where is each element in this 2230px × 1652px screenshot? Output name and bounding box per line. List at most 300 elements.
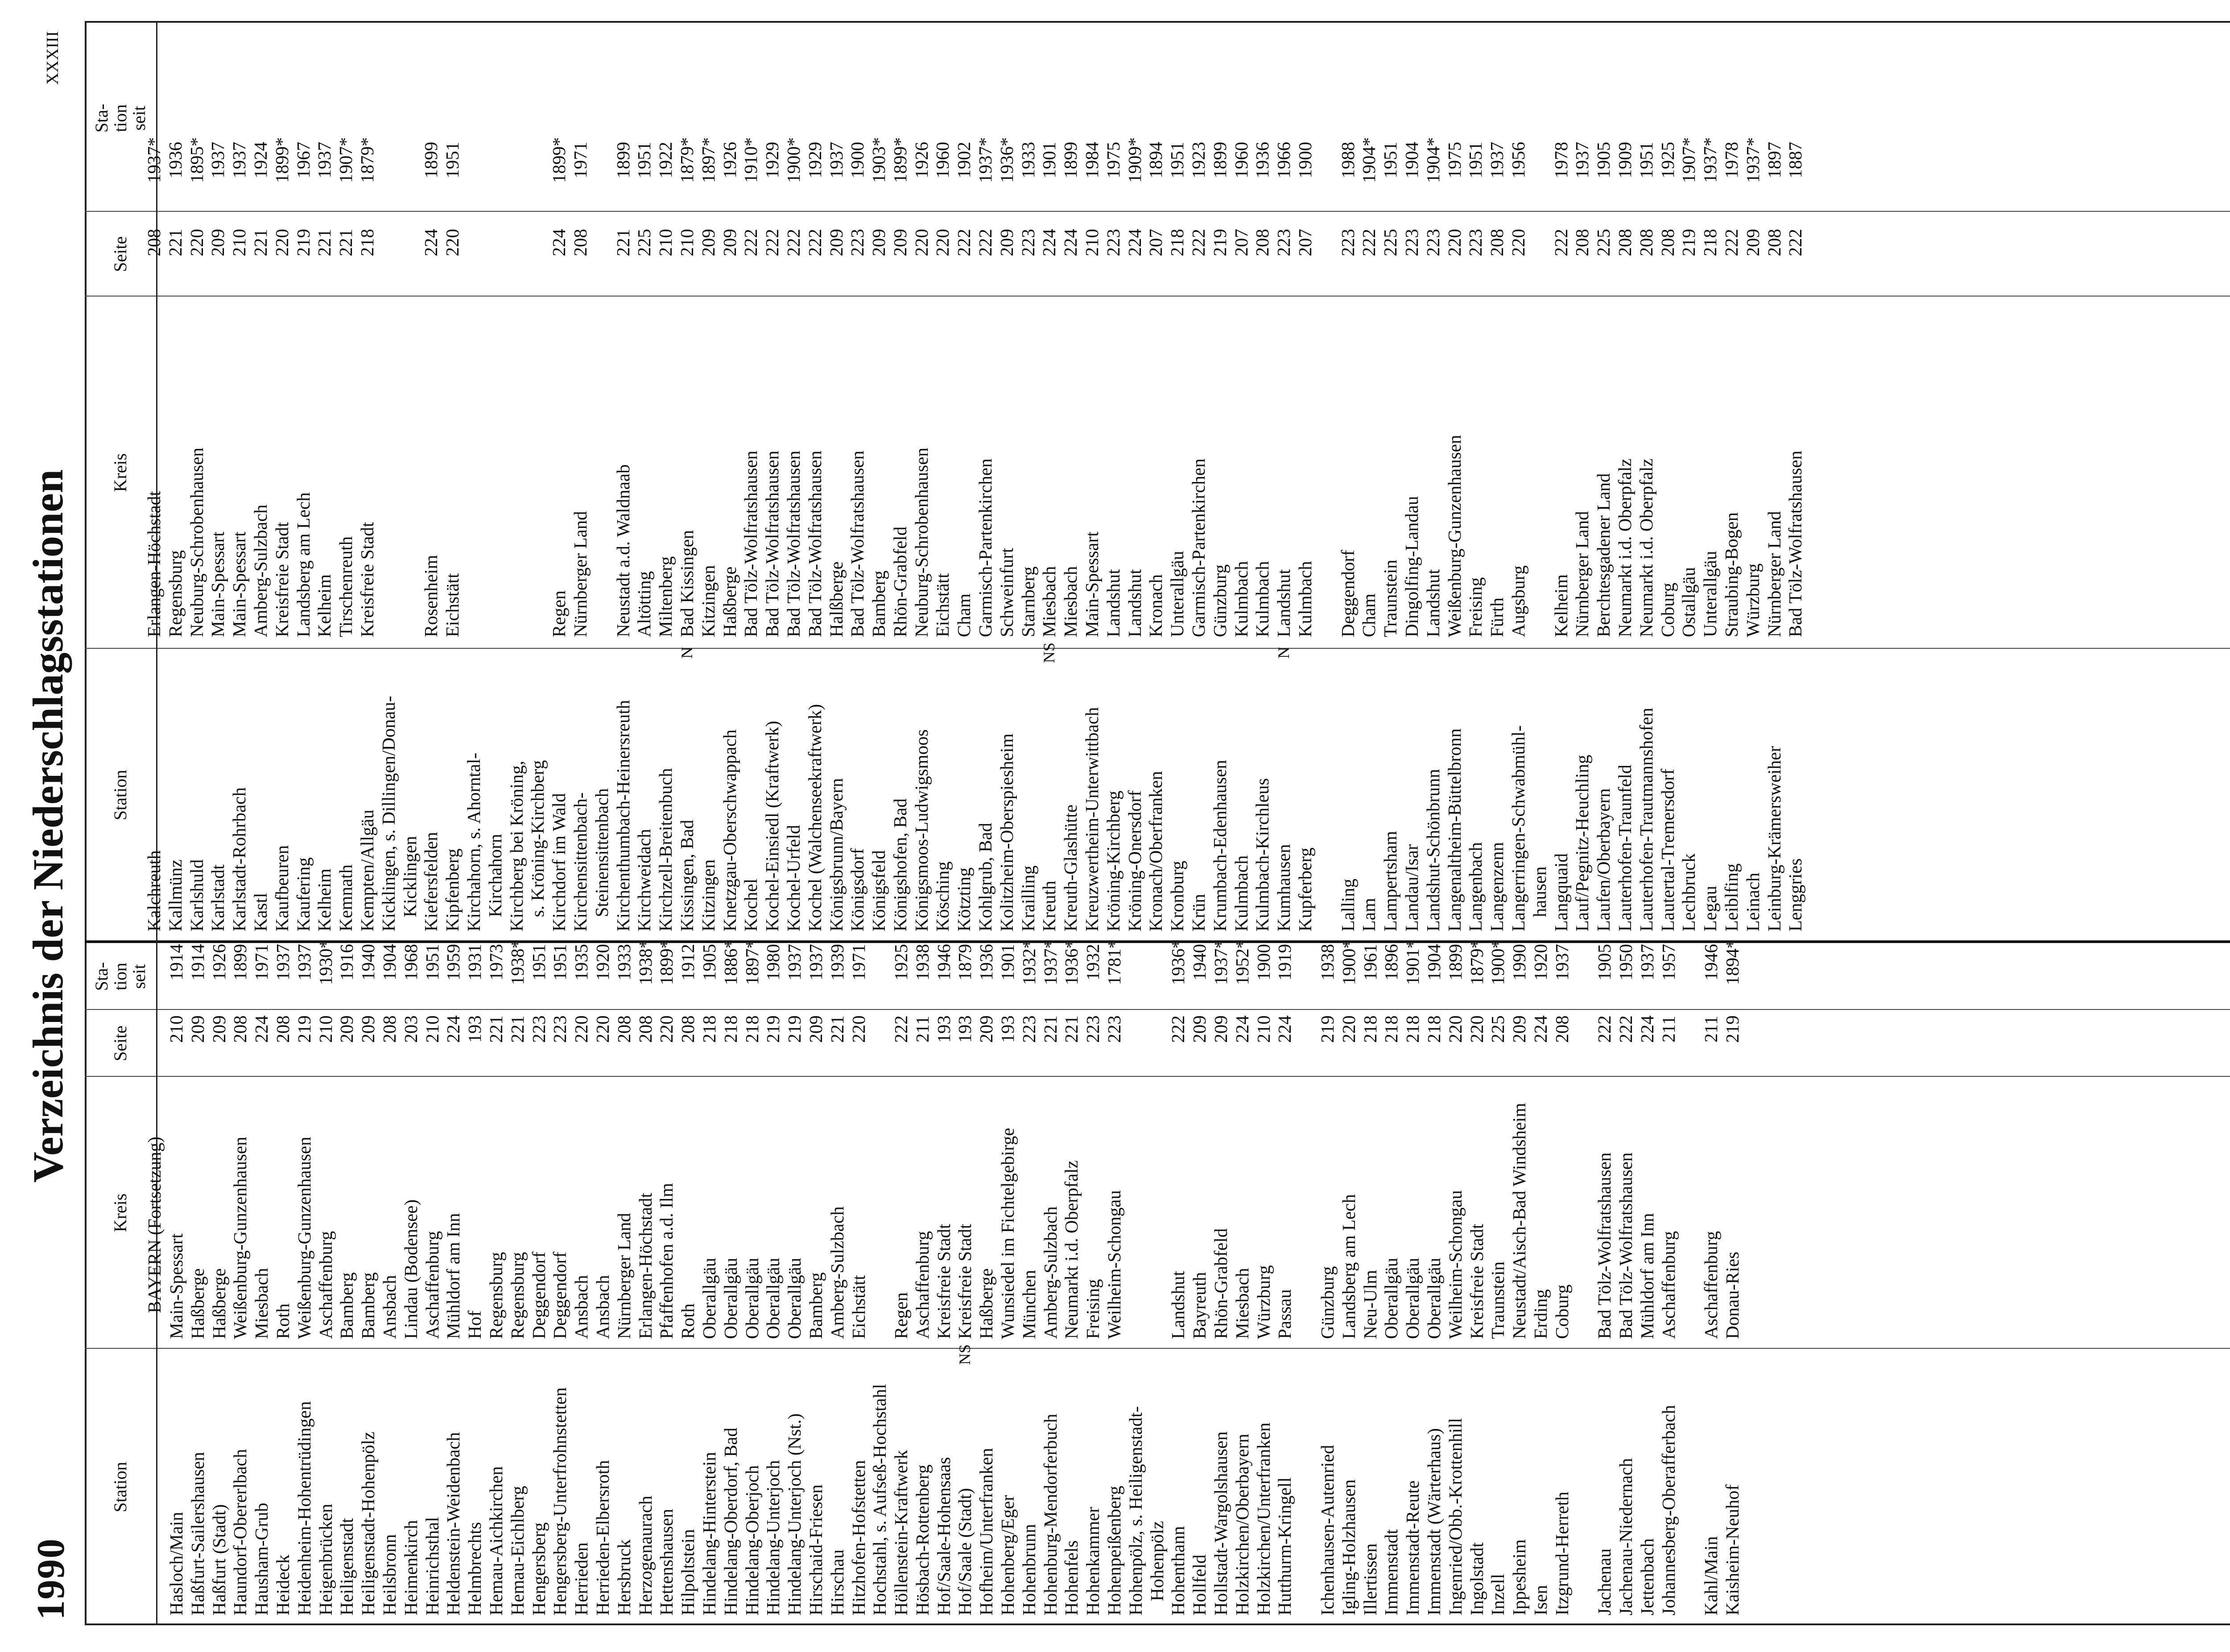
station-seit-value: 1897* bbox=[741, 939, 762, 985]
table-row bbox=[144, 106, 165, 940]
seite-value: 220 bbox=[571, 1015, 592, 1043]
seite-value: 208 bbox=[144, 229, 164, 256]
station-name: Krün bbox=[1188, 894, 1209, 931]
seite-value: 223 bbox=[1018, 1015, 1039, 1043]
kreis-name: Aschaffenburg bbox=[1658, 1231, 1679, 1339]
station-name: Höllenstein-Kraftwerk bbox=[891, 1450, 912, 1615]
kreis-name: Roth bbox=[272, 1303, 293, 1339]
table-row bbox=[848, 915, 870, 1624]
station-name: Hohenfels bbox=[1061, 1540, 1082, 1615]
station-name: Kelheim bbox=[314, 868, 335, 931]
table-row bbox=[1445, 915, 1466, 1624]
kreis-name: Oberallgäu bbox=[741, 1257, 762, 1339]
kreis-name: Deggendorf bbox=[1337, 550, 1358, 637]
kreis-name: Miesbach bbox=[1060, 566, 1081, 637]
seite-value: 207 bbox=[1295, 229, 1316, 256]
seite-value: 221 bbox=[612, 229, 633, 256]
station-seit-value: 1990 bbox=[1509, 944, 1530, 980]
station-seit-value: 1971 bbox=[570, 142, 591, 178]
station-name: Kirchweidach bbox=[634, 829, 655, 931]
table-row bbox=[762, 106, 783, 940]
kreis-name: Main-Spessart bbox=[229, 531, 250, 637]
station-name: Leinburg-Krämersweiher bbox=[1763, 746, 1784, 931]
kreis-name: Bad Tölz-Wolfratshausen bbox=[740, 450, 761, 637]
station-name: Königsmoos-Ludwigsmoos bbox=[911, 729, 932, 931]
station-seit-value: 1920 bbox=[1530, 944, 1551, 980]
seite-value: 209 bbox=[358, 1015, 379, 1043]
station-seit-value: 1894* bbox=[1722, 939, 1743, 985]
seite-value: 223 bbox=[1103, 229, 1123, 256]
kreis-name: Nürnberger Land bbox=[1572, 511, 1593, 637]
station-name: Kissingen, Bad bbox=[676, 820, 697, 931]
kreis-name: Kulmbach bbox=[1295, 561, 1316, 637]
table-row bbox=[613, 106, 634, 940]
station-name: Kröning-Kirchberg bbox=[1103, 791, 1123, 931]
seite-value: 222 bbox=[1615, 1015, 1636, 1043]
station-seit-value: 1951 bbox=[1465, 142, 1486, 178]
kreis-name: Landshut bbox=[1103, 569, 1123, 637]
station-seit-value: 1923 bbox=[1188, 142, 1209, 178]
station-seit-value: 1938* bbox=[635, 939, 656, 985]
table-row bbox=[314, 106, 335, 940]
table-row bbox=[571, 915, 592, 1624]
station-seit-value: 1975 bbox=[1103, 142, 1123, 178]
table-row bbox=[655, 106, 677, 940]
table-row bbox=[1124, 106, 1146, 940]
station-seit-value: 1925 bbox=[1657, 142, 1678, 178]
station-name: Hohenberg/Eger bbox=[997, 1495, 1018, 1615]
station-seit-value: 1886* bbox=[720, 939, 741, 985]
station-seit-value: 1957 bbox=[1658, 944, 1679, 980]
table-row bbox=[442, 106, 463, 940]
station-name: Kirchahorn bbox=[484, 834, 505, 917]
kreis-name: Neu-Ulm bbox=[1359, 1270, 1380, 1339]
station-name: Hutthurm-Kringell bbox=[1274, 1477, 1295, 1615]
station-seit-value: 1910* bbox=[740, 137, 761, 183]
station-seit-value: 1956 bbox=[1508, 142, 1528, 178]
seite-value: 224 bbox=[1124, 229, 1145, 256]
kreis-name: Oberallgäu bbox=[1381, 1257, 1402, 1339]
station-name: Kaufbeuren bbox=[271, 845, 292, 931]
station-seit-value: 1900* bbox=[1338, 939, 1359, 985]
table-row bbox=[719, 106, 741, 940]
kreis-name: Regensburg bbox=[165, 550, 186, 637]
table-row bbox=[720, 915, 742, 1624]
station-name: Immenstadt bbox=[1381, 1529, 1402, 1615]
seite-value: 203 bbox=[400, 1015, 421, 1043]
kreis-name: Freising bbox=[1465, 577, 1486, 637]
kreis-name: Bayreuth bbox=[1189, 1272, 1210, 1339]
seite-value: 223 bbox=[1337, 229, 1358, 256]
kreis-name: Eichstätt bbox=[442, 573, 463, 637]
station-name: Lauterhofen-Trautmannshofen bbox=[1635, 708, 1656, 931]
station-name: Haßfurt-Sailershausen bbox=[187, 1452, 208, 1615]
station-name: Langenaltheim-Büttelbronn bbox=[1444, 728, 1465, 931]
kreis-name: Ansbach bbox=[379, 1275, 400, 1339]
page-number: XXXIII bbox=[43, 31, 62, 85]
station-name: Hof/Saale (Stadt) bbox=[954, 1488, 975, 1615]
station-seit-value: 1937 bbox=[207, 142, 228, 178]
seite-value: 209 bbox=[719, 229, 740, 256]
station-name: Hohenkammer bbox=[1082, 1507, 1103, 1615]
station-name: Karlstadt bbox=[207, 864, 228, 931]
kreis-name: Kreisfreie Stadt bbox=[356, 522, 377, 637]
station-seit-value: 1959 bbox=[443, 944, 464, 980]
station-name: Hofheim/Unterfranken bbox=[976, 1448, 997, 1615]
table-row bbox=[1381, 915, 1402, 1624]
table-row bbox=[1444, 106, 1466, 940]
station-name: Illertissen bbox=[1359, 1543, 1380, 1615]
station-name: Kochel (Walchenseekraftwerk) bbox=[804, 704, 825, 931]
seite-value: 218 bbox=[1359, 1015, 1380, 1043]
table-row bbox=[272, 106, 293, 940]
table-row bbox=[1253, 915, 1275, 1624]
station-name: Heiligenstadt-Hohenpölz bbox=[358, 1431, 379, 1615]
kreis-name: Landshut bbox=[1422, 569, 1443, 637]
station-name: Helmbrechts bbox=[464, 1522, 485, 1615]
table-row bbox=[1168, 915, 1189, 1624]
station-seit-value: 1879* bbox=[356, 137, 377, 183]
seite-value: 210 bbox=[421, 1015, 442, 1043]
kreis-name: Miesbach bbox=[1039, 566, 1060, 637]
station-name: Hindelang-Oberdorf, Bad bbox=[720, 1427, 741, 1615]
table-row bbox=[1147, 915, 1168, 1624]
station-seit-value: 1940 bbox=[1189, 944, 1210, 980]
station-seit-value: 1937* bbox=[1210, 939, 1231, 985]
table-row bbox=[911, 106, 933, 940]
station-name: Johannesberg-Oberafferbach bbox=[1658, 1405, 1679, 1615]
station-seit-value: 1899 bbox=[421, 142, 442, 178]
station-seit-value: 1920 bbox=[592, 944, 613, 980]
kreis-name: Günzburg bbox=[1317, 1266, 1338, 1339]
kreis-name: Amberg-Sulzbach bbox=[250, 504, 271, 637]
station-name: Itzgrund-Herreth bbox=[1551, 1491, 1572, 1615]
station-name: Krumbach-Edenhausen bbox=[1209, 760, 1230, 931]
seite-value: 222 bbox=[954, 229, 975, 256]
station-seit-value: 1938* bbox=[507, 939, 528, 985]
station-name: Inzell bbox=[1487, 1574, 1508, 1615]
kreis-name: Landshut bbox=[1124, 569, 1145, 637]
station-seit-value: 1937 bbox=[826, 142, 847, 178]
station-seit-value: 1926 bbox=[911, 142, 932, 178]
station-name: Kumhausen bbox=[1273, 844, 1294, 931]
station-name: Kirchberg bei Kröning, bbox=[506, 761, 527, 931]
station-name: Karlshuld bbox=[186, 859, 207, 931]
seite-value: 220 bbox=[592, 1015, 613, 1043]
seite-value: 193 bbox=[933, 1015, 954, 1043]
table-row bbox=[186, 106, 208, 940]
table-row bbox=[358, 915, 379, 1624]
kreis-name: Ostallgäu bbox=[1678, 567, 1699, 637]
table-row bbox=[486, 915, 507, 1624]
station-seit-value: 1933 bbox=[1017, 142, 1038, 178]
table-row bbox=[1721, 106, 1743, 940]
kreis-name: Miesbach bbox=[251, 1268, 272, 1339]
seite-value: 220 bbox=[911, 229, 932, 256]
table-row bbox=[251, 915, 273, 1624]
seite-value: 222 bbox=[804, 229, 825, 256]
station-seit-value: 1940 bbox=[358, 944, 379, 980]
table-row bbox=[1232, 915, 1253, 1624]
station-name: Kirchensittenbach- bbox=[570, 792, 591, 931]
station-seit-value: 1932* bbox=[1018, 939, 1039, 985]
table-row bbox=[187, 915, 209, 1624]
station-seit-value: 1900 bbox=[1253, 944, 1274, 980]
seite-value: 220 bbox=[1466, 1015, 1487, 1043]
kreis-name: Main-Spessart bbox=[166, 1233, 186, 1339]
seite-value: 209 bbox=[976, 1015, 997, 1043]
station-name: hausen bbox=[1529, 866, 1550, 917]
seite-value: 208 bbox=[1572, 229, 1593, 256]
station-seit-value: 1904* bbox=[1359, 137, 1379, 183]
kreis-name: Oberallgäu bbox=[720, 1257, 741, 1339]
station-name: Lam bbox=[1359, 898, 1379, 931]
station-seit-value: 1936* bbox=[1061, 939, 1082, 985]
station-seit-value: 1905 bbox=[698, 944, 719, 980]
kreis-name: Oberallgäu bbox=[763, 1257, 784, 1339]
seite-value: 208 bbox=[379, 1015, 400, 1043]
seite-value: 223 bbox=[1082, 1015, 1103, 1043]
kreis-name: Neumarkt i.d. Oberpfalz bbox=[1635, 458, 1656, 637]
table-row bbox=[997, 915, 1019, 1624]
table-row bbox=[1295, 106, 1316, 940]
table-row bbox=[1274, 915, 1296, 1624]
seite-value: 225 bbox=[634, 229, 655, 256]
station-seit-value: 1897* bbox=[698, 137, 719, 183]
station-seit-value: 1914 bbox=[187, 944, 208, 980]
station-name: Hohenpölz, s. Heiligenstadt- bbox=[1125, 1406, 1146, 1615]
table-row bbox=[1657, 106, 1679, 940]
station-name: Heidenheim-Hohentrüdingen bbox=[293, 1401, 314, 1615]
seite-value: 224 bbox=[251, 1015, 272, 1043]
seite-value: 223 bbox=[1401, 229, 1422, 256]
station-name: Kreuth bbox=[1039, 881, 1060, 931]
station-name: Hindelang-Unterjoch bbox=[763, 1460, 784, 1615]
station-seit-value: 1902 bbox=[954, 142, 975, 178]
table-row bbox=[335, 106, 357, 940]
station-name: Königsdorf bbox=[847, 848, 868, 931]
kreis-name: Würzburg bbox=[1253, 1265, 1274, 1339]
table-row bbox=[1401, 106, 1423, 940]
seite-value: 208 bbox=[272, 1015, 293, 1043]
seite-value: 208 bbox=[1487, 229, 1507, 256]
station-seit-value: 1971 bbox=[848, 944, 869, 980]
table-row bbox=[1530, 915, 1552, 1624]
header-station: Station bbox=[110, 770, 130, 820]
seite-value: 222 bbox=[1721, 229, 1742, 256]
station-seit-value: 1900 bbox=[1295, 142, 1316, 178]
station-name: Ingenried/Obb.-Krottenhill bbox=[1445, 1418, 1466, 1615]
kreis-name: Rhön-Grabfeld bbox=[889, 526, 910, 637]
kreis-name: Kronach bbox=[1145, 574, 1166, 637]
seite-value: 218 bbox=[1424, 1015, 1445, 1043]
kreis-name: Regensburg bbox=[485, 1252, 506, 1339]
station-name: Lauterhofen-Traunfeld bbox=[1614, 764, 1635, 931]
station-seit-value: 1931 bbox=[464, 944, 485, 980]
seite-value: 208 bbox=[1763, 229, 1784, 256]
table-row bbox=[1316, 106, 1338, 940]
kreis-name: Traunstein bbox=[1487, 1261, 1508, 1339]
kreis-name: Rosenheim bbox=[421, 555, 442, 637]
table-row bbox=[1658, 915, 1680, 1624]
seite-value: 208 bbox=[677, 1015, 698, 1043]
station-seit-value: 1895* bbox=[186, 137, 207, 183]
station-seit-value: 1966 bbox=[1273, 142, 1294, 178]
header-station-seit: Sta- tion seit bbox=[91, 962, 149, 991]
seite-value: 225 bbox=[1593, 229, 1614, 256]
table-row bbox=[378, 106, 400, 940]
seite-value: 223 bbox=[1104, 1015, 1125, 1043]
kreis-name: Rhön-Grabfeld bbox=[1210, 1228, 1231, 1339]
seite-value: 223 bbox=[528, 1015, 549, 1043]
seite-value: 219 bbox=[1722, 1015, 1743, 1043]
station-name: Hohenburg-Mendorferbuch bbox=[1040, 1413, 1061, 1615]
table-row bbox=[1359, 106, 1380, 940]
seite-value: 209 bbox=[1509, 1015, 1530, 1043]
table-row bbox=[954, 106, 975, 940]
seite-value: 224 bbox=[1636, 1015, 1657, 1043]
station-name: Kicklingen, s. Dillingen/Donau- bbox=[378, 696, 399, 931]
kreis-name: Nürnberger Land bbox=[570, 511, 591, 637]
station-seit-value: 1933 bbox=[613, 944, 634, 980]
station-name: Lampertsham bbox=[1380, 831, 1401, 931]
kreis-name: Pfaffenhofen a.d. Ilm bbox=[656, 1183, 677, 1339]
station-name: Leiblfing bbox=[1721, 863, 1742, 931]
table-row bbox=[1615, 106, 1636, 940]
kreis-name: Weilheim-Schongau bbox=[1445, 1190, 1466, 1339]
station-name: Kicklingen bbox=[399, 836, 420, 917]
station-name: Kolitzheim-Oberspiesheim bbox=[996, 733, 1017, 931]
seite-value: 222 bbox=[1785, 229, 1806, 256]
station-seit-value: 1937 bbox=[293, 944, 314, 980]
station-name: Isen bbox=[1530, 1585, 1551, 1615]
header-station-seit: Sta- tion seit bbox=[91, 103, 149, 133]
seite-value: 218 bbox=[1167, 229, 1188, 256]
station-name: Hemau-Eichlberg bbox=[507, 1486, 528, 1615]
station-seit-value: 1901 bbox=[997, 944, 1018, 980]
station-seit-value: 1909* bbox=[1124, 137, 1145, 183]
table-row bbox=[570, 106, 591, 940]
table-row bbox=[677, 915, 699, 1624]
seite-value: 207 bbox=[1145, 229, 1166, 256]
kreis-name: Bad Tölz-Wolfratshausen bbox=[762, 450, 783, 637]
table-row bbox=[1104, 915, 1125, 1624]
kreis-name: Amberg-Sulzbach bbox=[826, 1206, 847, 1339]
station-name: Kirchahorn, s. Ahorntal- bbox=[463, 753, 484, 931]
table-row bbox=[591, 106, 613, 940]
station-name: Lautertal-Tremersdorf bbox=[1657, 768, 1678, 931]
station-name: Lechbruck bbox=[1678, 853, 1699, 931]
table-row bbox=[1402, 915, 1424, 1624]
seite-value: 221 bbox=[826, 1015, 847, 1043]
table-row bbox=[464, 915, 486, 1624]
station-name: Jachenau-Niedernach bbox=[1615, 1458, 1636, 1615]
seite-value: 223 bbox=[1422, 229, 1443, 256]
station-name: Kreuth-Glashütte bbox=[1060, 804, 1081, 931]
station-seit-value: 1938 bbox=[1317, 944, 1338, 980]
station-name: Langenbach bbox=[1465, 842, 1486, 931]
table-row bbox=[1423, 106, 1444, 940]
station-name: Hengersberg-Unterfrohnstetten bbox=[549, 1387, 570, 1615]
page-title: Verzeichnis der Niederschlagsstationen bbox=[24, 469, 72, 1183]
station-name: Landshut-Schönbrunn bbox=[1422, 769, 1443, 931]
table-row bbox=[379, 915, 401, 1624]
kreis-name: Neumarkt i.d. Oberpfalz bbox=[1614, 458, 1635, 637]
station-name: Kreuzwertheim-Unterwittbach bbox=[1082, 707, 1103, 931]
table-row bbox=[207, 106, 229, 940]
station-name: Hohenbrunn bbox=[1018, 1524, 1039, 1615]
table-row bbox=[1700, 106, 1721, 940]
station-name: Laufen/Oberbayern bbox=[1593, 788, 1614, 931]
table-row bbox=[847, 106, 868, 940]
table-row bbox=[1082, 915, 1104, 1624]
table-row bbox=[250, 106, 272, 940]
station-seit-value: 1936* bbox=[1168, 939, 1189, 985]
table-row bbox=[422, 915, 443, 1624]
table-row bbox=[507, 915, 529, 1624]
table-row bbox=[1380, 106, 1401, 940]
seite-value: 208 bbox=[635, 1015, 656, 1043]
seite-value: 219 bbox=[763, 1015, 784, 1043]
kreis-name: Kreisfreie Stadt bbox=[954, 1224, 975, 1339]
kreis-name: Landsberg am Lech bbox=[293, 492, 314, 637]
station-seit-value: 1904 bbox=[1401, 142, 1422, 178]
station-name: Kronburg bbox=[1167, 861, 1188, 931]
kreis-name: Cham bbox=[1359, 593, 1379, 637]
kreis-name: Landshut bbox=[1273, 569, 1294, 637]
table-row bbox=[1466, 915, 1488, 1624]
kreis-name: Bad Tölz-Wolfratshausen bbox=[783, 450, 804, 637]
kreis-name: Neustadt a.d. Waldnaab bbox=[612, 464, 633, 637]
station-seit-value: 1935 bbox=[571, 944, 592, 980]
seite-value: 208 bbox=[1657, 229, 1678, 256]
station-name: Kulmbach bbox=[1231, 855, 1251, 931]
table-row bbox=[1082, 106, 1103, 940]
station-seit-value: 1916 bbox=[336, 944, 357, 980]
seite-value: 221 bbox=[507, 1015, 528, 1043]
station-seit-value: 1899* bbox=[656, 939, 677, 985]
station-seit-value: 1936 bbox=[1252, 142, 1273, 178]
station-seit-value: 1930* bbox=[315, 939, 336, 985]
station-seit-value: 1904 bbox=[1424, 944, 1445, 980]
seite-value: 224 bbox=[1039, 229, 1060, 256]
station-seit-value: 1929 bbox=[804, 142, 825, 178]
station-seit-value: 1899* bbox=[889, 137, 910, 183]
table-row bbox=[463, 106, 485, 940]
station-name: Hirschaid-Friesen bbox=[805, 1484, 826, 1615]
kreis-name: Eichstätt bbox=[932, 573, 953, 637]
seite-value: 209 bbox=[1210, 1015, 1231, 1043]
kreis-name: Nürnberger Land bbox=[613, 1213, 634, 1339]
station-name: Steinensittenbach bbox=[591, 788, 612, 917]
table-row bbox=[1680, 915, 1701, 1624]
station-seit-value: 1932 bbox=[1082, 944, 1103, 980]
kreis-name: Aschaffenburg bbox=[1701, 1231, 1722, 1339]
seite-value: 220 bbox=[1508, 229, 1528, 256]
seite-value: 220 bbox=[1445, 1015, 1466, 1043]
seite-value: 210 bbox=[315, 1015, 336, 1043]
seite-value: 209 bbox=[698, 229, 719, 256]
table-row bbox=[1508, 106, 1529, 940]
station-name: Lauf/Pegnitz-Heuchling bbox=[1572, 754, 1593, 931]
kreis-name: Oberallgäu bbox=[698, 1257, 719, 1339]
seite-value: 222 bbox=[975, 229, 996, 256]
station-name: Kaisheim-Neuhof bbox=[1722, 1484, 1743, 1615]
seite-value: 220 bbox=[932, 229, 953, 256]
seite-value: 219 bbox=[293, 229, 314, 256]
station-name: Kipfenberg bbox=[442, 849, 463, 931]
seite-value: 222 bbox=[783, 229, 804, 256]
